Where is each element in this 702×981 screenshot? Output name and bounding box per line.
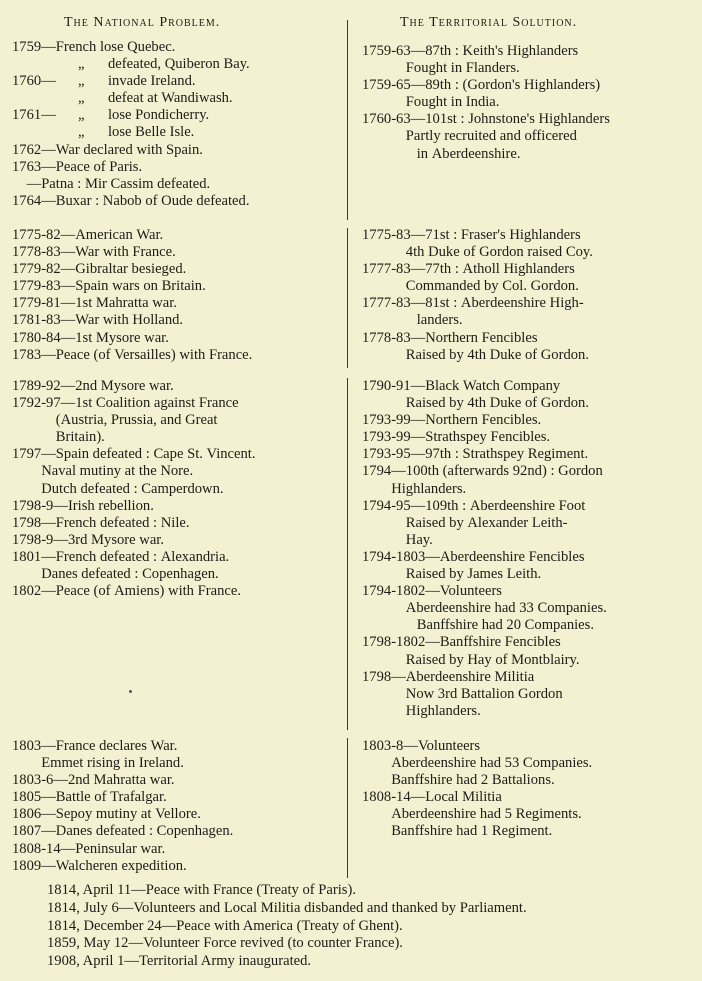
right-block-2 <box>362 227 696 364</box>
entry-line <box>12 446 342 463</box>
entry-line <box>362 463 696 480</box>
entry-text: 1759—French lose Quebec. <box>12 39 176 55</box>
entry-text: 1793-95—97th : Strathspey Regiment. <box>362 446 589 463</box>
entry-line <box>362 755 696 772</box>
entry-line <box>362 128 696 145</box>
entry-date: 1761— <box>12 107 56 124</box>
entry-line <box>12 515 342 532</box>
entry-line <box>12 395 342 412</box>
entry-text: —Patna : Mir Cassim defeated. <box>12 175 211 192</box>
entry-line <box>362 446 696 463</box>
entry-text: 1808-14—Peninsular war. <box>12 840 166 857</box>
entry-line <box>12 841 342 858</box>
entry-text: Banffshire had 20 Companies. <box>362 617 594 634</box>
entry-text: defeated, Quiberon Bay. <box>108 56 250 73</box>
ditto-mark: „ <box>78 56 85 73</box>
entry-line <box>12 330 342 347</box>
ditto-mark: „ <box>78 107 85 124</box>
entry-text: 1798-9—3rd Mysore war. <box>12 531 164 548</box>
entry-text: 1794-1803—Aberdeenshire Fencibles <box>362 548 585 565</box>
entry-line <box>362 789 696 806</box>
entry-text: Dutch defeated : Camperdown. <box>12 480 224 497</box>
entry-line <box>12 261 342 278</box>
left-block-4 <box>12 738 342 875</box>
entry-line <box>12 498 342 515</box>
ditto-mark: „ <box>78 73 85 90</box>
entry-text: 1781-83—War with Holland. <box>12 312 184 329</box>
entry-text: 1759-63—87th : Keith's Highlanders <box>362 43 579 59</box>
entry-line <box>362 227 696 244</box>
entry-text: Highlanders. <box>362 480 467 497</box>
entry-text: 1779-81—1st Mahratta war. <box>12 295 177 312</box>
entry-text: 1779-82—Gibraltar besieged. <box>12 261 187 278</box>
entry-text: Partly recruited and officered <box>362 128 577 145</box>
entry-line <box>12 124 342 141</box>
entry-text: 1803-6—2nd Mahratta war. <box>12 772 175 789</box>
entry-line <box>362 738 696 755</box>
right-block-4 <box>362 738 696 841</box>
entry-text: Now 3rd Battalion Gordon <box>362 685 563 702</box>
entry-text: 1805—Battle of Trafalgar. <box>12 789 167 806</box>
column-divider <box>347 20 348 220</box>
entry-text: Commanded by Col. Gordon. <box>362 278 579 295</box>
entry-line <box>362 429 696 446</box>
right-block-3 <box>362 378 696 720</box>
entry-text: Raised by James Leith. <box>362 566 542 583</box>
entry-line <box>12 90 342 107</box>
entry-text: 1798-1802—Banffshire Fencibles <box>362 634 561 651</box>
entry-line <box>362 43 696 60</box>
entry-line <box>12 378 342 395</box>
entry-line <box>12 549 342 566</box>
entry-line <box>362 823 696 840</box>
entry-text: lose Belle Isle. <box>108 124 195 141</box>
entry-line <box>12 738 342 755</box>
entry-line <box>362 669 696 686</box>
entry-line <box>12 858 342 875</box>
entry-line <box>362 111 696 128</box>
entry-text: Britain). <box>12 429 105 446</box>
entry-line <box>12 481 342 498</box>
entry-line <box>12 56 342 73</box>
entry-text: 1802—Peace (of Amiens) with France. <box>12 583 241 600</box>
entry-text: 1777-83—81st : Aberdeenshire High- <box>362 295 584 312</box>
entry-text: 1792-97—1st Coalition against France <box>12 395 239 412</box>
entry-text: 1794-1802—Volunteers <box>362 583 502 600</box>
entry-text: 1803-8—Volunteers <box>362 738 481 754</box>
entry-line <box>12 463 342 480</box>
entry-line <box>12 823 342 840</box>
entry-line <box>12 789 342 806</box>
entry-text: Raised by Hay of Montblairy. <box>362 651 580 668</box>
entry-text: Danes defeated : Copenhagen. <box>12 566 219 583</box>
entry-text: 1763—Peace of Paris. <box>12 158 143 175</box>
entry-text: in Aberdeenshire. <box>362 145 521 162</box>
entry-line <box>362 395 696 412</box>
entry-text: Emmet rising in Ireland. <box>12 755 184 772</box>
entry-line <box>12 244 342 261</box>
entry-line <box>362 244 696 261</box>
footer-line: 1814, December 24—Peace with America (Treaty of Ghent). <box>47 917 403 934</box>
entry-line <box>12 347 342 364</box>
entry-text: Raised by Alexander Leith- <box>362 514 568 531</box>
entry-line <box>362 634 696 651</box>
entry-text: 1777-83—77th : Atholl Highlanders <box>362 261 575 278</box>
entry-text: Aberdeenshire had 33 Companies. <box>362 600 607 617</box>
entry-line <box>12 39 342 56</box>
column-divider <box>347 738 348 878</box>
footer-line: 1859, May 12—Volunteer Force revived (to counter France). <box>47 935 403 952</box>
entry-text: 1798—Aberdeenshire Militia <box>362 668 535 685</box>
entry-line <box>362 278 696 295</box>
entry-date: 1760— <box>12 73 56 90</box>
entry-text: 1780-84—1st Mysore war. <box>12 329 169 346</box>
entry-line <box>12 227 342 244</box>
entry-text: 1793-99—Northern Fencibles. <box>362 412 542 429</box>
entry-text: 1797—Spain defeated : Cape St. Vincent. <box>12 446 256 463</box>
left-block-3 <box>12 378 342 600</box>
entry-line <box>362 330 696 347</box>
entry-line <box>362 146 696 163</box>
entry-text: Banffshire had 2 Battalions. <box>362 772 555 789</box>
entry-line <box>12 583 342 600</box>
entry-text: 4th Duke of Gordon raised Coy. <box>362 244 593 261</box>
entry-line <box>362 566 696 583</box>
entry-line <box>362 772 696 789</box>
entry-text: 1775-83—71st : Fraser's Highlanders <box>362 227 581 243</box>
entry-line <box>12 176 342 193</box>
entry-line <box>12 312 342 329</box>
entry-text: Highlanders. <box>362 702 481 719</box>
entry-text: 1764—Buxar : Nabob of Oude defeated. <box>12 192 250 209</box>
ditto-mark: „ <box>78 90 85 107</box>
entry-text: Aberdeenshire had 5 Regiments. <box>362 806 582 823</box>
entry-line <box>12 159 342 176</box>
entry-line <box>362 412 696 429</box>
footer-line: 1814, July 6—Volunteers and Local Militia disbanded and thanked by Parliament. <box>47 899 527 916</box>
heading-territorial-solution: The Territorial Solution. <box>400 15 578 30</box>
entry-text: 1762—War declared with Spain. <box>12 141 203 158</box>
right-block-1 <box>362 43 696 163</box>
entry-text: 1778-83—Northern Fencibles <box>362 329 538 346</box>
entry-line <box>12 278 342 295</box>
entry-text: 1794—100th (afterwards 92nd) : Gordon <box>362 463 603 480</box>
entry-line <box>362 498 696 515</box>
entry-line <box>362 549 696 566</box>
entry-text: 1778-83—War with France. <box>12 244 176 261</box>
entry-text: Fought in Flanders. <box>362 60 520 77</box>
entry-text: 1793-99—Strathspey Fencibles. <box>362 429 551 446</box>
footer-chronology <box>47 882 527 971</box>
entry-text: 1798—French defeated : Nile. <box>12 514 190 531</box>
entry-text: 1779-83—Spain wars on Britain. <box>12 278 206 295</box>
entry-line <box>12 566 342 583</box>
entry-text: Raised by 4th Duke of Gordon. <box>362 346 589 363</box>
entry-line <box>362 378 696 395</box>
entry-line <box>362 652 696 669</box>
entry-line <box>362 261 696 278</box>
entry-text: 1798-9—Irish rebellion. <box>12 497 154 514</box>
entry-text: 1801—French defeated : Alexandria. <box>12 548 230 565</box>
entry-text: 1806—Sepoy mutiny at Vellore. <box>12 806 201 823</box>
entry-line <box>12 193 342 210</box>
entry-line <box>12 295 342 312</box>
entry-text: defeat at Wandiwash. <box>108 90 233 107</box>
entry-text: 1775-82—American War. <box>12 227 164 243</box>
entry-line <box>362 617 696 634</box>
entry-line <box>362 481 696 498</box>
entry-line <box>12 412 342 429</box>
entry-line <box>12 806 342 823</box>
entry-line <box>362 77 696 94</box>
entry-line <box>362 583 696 600</box>
entry-text: 1759-65—89th : (Gordon's Highlanders) <box>362 77 601 94</box>
entry-text: Banffshire had 1 Regiment. <box>362 823 553 840</box>
entry-text: Fought in India. <box>362 94 500 111</box>
entry-line <box>12 532 342 549</box>
entry-line <box>362 60 696 77</box>
entry-line <box>12 755 342 772</box>
column-divider <box>347 378 348 730</box>
footer-line: 1908, April 1—Territorial Army inaugurated. <box>47 953 312 970</box>
entry-line <box>12 73 342 90</box>
entry-text: 1783—Peace (of Versailles) with France. <box>12 346 253 363</box>
entry-line <box>12 772 342 789</box>
entry-line <box>362 312 696 329</box>
entry-line <box>362 532 696 549</box>
entry-line <box>362 600 696 617</box>
entry-line <box>362 703 696 720</box>
entry-line <box>12 429 342 446</box>
heading-national-problem: The National Problem. <box>64 15 221 30</box>
entry-text: Hay. <box>362 531 433 548</box>
entry-text: Aberdeenshire had 53 Companies. <box>362 755 593 772</box>
entry-text: 1794-95—109th : Aberdeenshire Foot <box>362 497 586 514</box>
entry-text: 1807—Danes defeated : Copenhagen. <box>12 823 234 840</box>
entry-text: (Austria, Prussia, and Great <box>12 412 218 429</box>
entry-text: 1760-63—101st : Johnstone's Highlanders <box>362 111 610 128</box>
entry-line <box>362 94 696 111</box>
entry-text: 1808-14—Local Militia <box>362 789 502 806</box>
speck-mark <box>129 690 132 693</box>
footer-line: 1814, April 11—Peace with France (Treaty of Paris). <box>47 882 356 898</box>
entry-line <box>362 347 696 364</box>
entry-line <box>12 142 342 159</box>
entry-line <box>362 515 696 532</box>
column-divider <box>347 228 348 368</box>
entry-text: landers. <box>362 312 463 329</box>
ditto-mark: „ <box>78 124 85 141</box>
entry-text: 1809—Walcheren expedition. <box>12 857 187 874</box>
entry-line <box>362 295 696 312</box>
entry-text: invade Ireland. <box>108 73 196 90</box>
left-block-1 <box>12 39 342 210</box>
entry-text: Raised by 4th Duke of Gordon. <box>362 395 589 412</box>
entry-text: 1790-91—Black Watch Company <box>362 378 561 394</box>
entry-line <box>12 107 342 124</box>
left-block-2 <box>12 227 342 364</box>
entry-text: Naval mutiny at the Nore. <box>12 463 194 480</box>
entry-line <box>362 806 696 823</box>
entry-text: 1803—France declares War. <box>12 738 178 754</box>
entry-text: 1789-92—2nd Mysore war. <box>12 378 174 394</box>
entry-line <box>362 686 696 703</box>
entry-text: lose Pondicherry. <box>108 107 210 124</box>
